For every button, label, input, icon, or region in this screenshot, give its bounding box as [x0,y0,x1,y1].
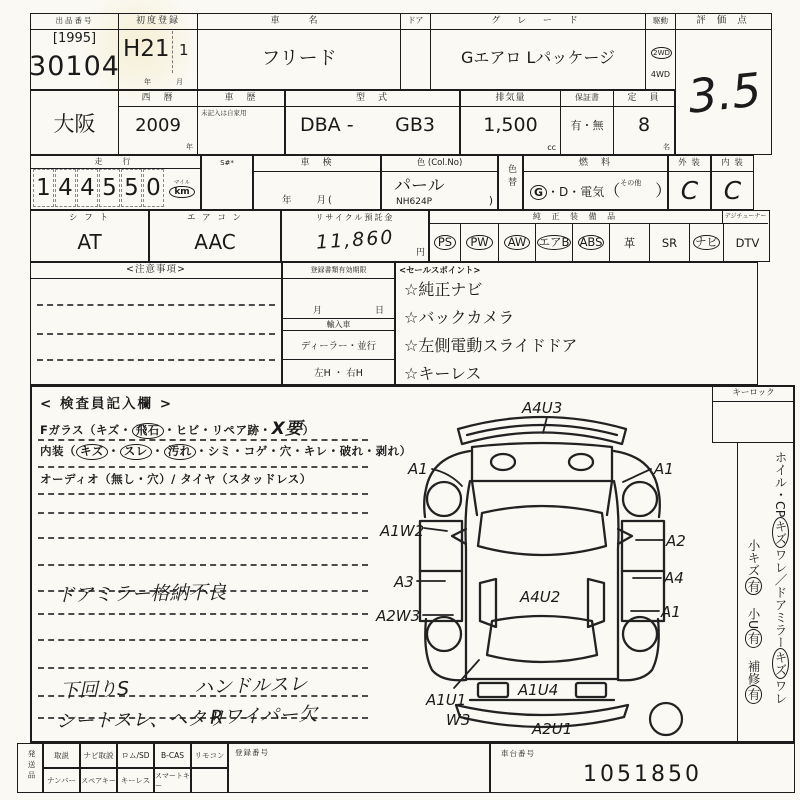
chassis-number: 1051850 [583,761,702,787]
sales-points-list [404,276,577,388]
ruled-line [38,564,368,566]
car-diagram [370,389,715,741]
fuel-cell [523,155,672,210]
lot-number-label: 出品番号 [31,14,118,30]
shaken-cell [253,155,381,210]
keylock-box [712,385,795,443]
bottom-cell-keyless: キーレス [117,768,154,793]
damage-code: A2 [666,532,686,550]
exterior-label: 外 装 [669,156,710,172]
warranty-value: 有・無 [570,119,604,132]
equip-sunroof: SR [649,224,689,261]
ruled-line [38,537,368,539]
yen-label: 円 [415,248,425,258]
capacity-label: 定 員 [614,91,674,107]
km-badge [165,169,199,207]
year-cell [118,90,198,155]
bottom-cell-spare-key: スペアキー [80,768,117,793]
shift-value: AT [77,230,102,254]
fuel-g-circled: G [530,185,547,200]
damage-code: A2W3 [376,607,421,625]
sales-point: ☆純正ナビ [404,280,483,299]
tuner-label: デジチューナー [723,211,768,224]
damage-code: A1 [654,460,674,478]
ruled-line [38,667,368,669]
equip-airbag: エアB [535,224,572,261]
sure-circled: スレ [120,444,152,460]
damage-code-labels [375,399,686,738]
interior-damage-line: 内装（ キズ ・ スレ ・ 汚れ ・シミ・コゲ・穴・キレ・破れ・剥れ） [40,444,412,458]
firstreg-divider [172,31,173,73]
shift-label: シ フ ト [69,213,110,223]
ruled-line [38,466,368,468]
day-label: 日 [374,306,384,316]
interior-label: 内 装 [712,156,753,172]
registration-number-box [228,743,490,793]
shipping-items-label: 発送品 [27,750,36,782]
year-value: 2009 [135,114,181,136]
mile-label: マイル [173,179,191,186]
displacement-cell [460,90,561,155]
first-registration-cell [118,13,198,90]
grade-label: グ レ ー ド [431,14,645,30]
equip-abs: ABS [572,224,609,261]
prefecture-cell: 大阪 [30,90,119,155]
drive-4wd: 4WD [650,70,671,79]
door-cell [400,13,431,90]
grade-value: Gエアロ Lパッケージ [460,47,616,67]
mileage-digit: 4 [55,169,76,207]
fuel-label: 燃 料 [524,156,667,172]
aircon-label: エ ア コ ン [186,213,244,223]
ruled-line [38,493,368,495]
chassis-number-box [490,743,795,793]
car-name-cell [197,13,401,90]
x-required-handwritten: X要 [271,419,303,439]
equip-leather: 革 [609,224,649,261]
shift-cell [30,210,149,262]
car-name-label: 車 名 [198,14,400,30]
recycle-label: リサイクル預託金 [315,213,395,222]
ruled-line [37,304,275,306]
bottom-cell-rom-sd: ロム/SD [117,743,154,768]
aircon-value: AAC [194,230,236,254]
mileage-digit: 5 [121,169,142,207]
year-unit: 年 [186,143,193,151]
history-note: 未記入は自家用 [201,109,247,117]
score-cell [675,13,772,155]
aircon-cell [149,210,281,262]
seat-note-handwritten: シートスレ、ヘタリ [55,707,226,733]
displacement-value: 1,500 [483,114,538,136]
chassis-number-label: 車台番号 [501,749,535,758]
documents-label: 登録書類有効期限 [283,263,394,279]
wiper-note-handwritten: Rワイパー欠 [209,703,318,729]
ruled-line [38,512,368,514]
damage-code: A1U4 [518,681,559,699]
ruled-line [37,359,275,361]
bottom-cell-number: ナンバー [43,768,80,793]
displacement-unit: cc [547,143,556,152]
exterior-grade: C [680,175,699,205]
drive-cell [645,13,676,90]
wheel-damage-note: ホイル・CPキズワレ／ドアミラーキズワレ [773,451,788,705]
equip-aw: AW [498,224,535,261]
model-prefix: DBA - [300,114,354,136]
score-value: 3.5 [685,62,764,124]
sales-point: ☆キーレス [404,364,482,383]
color-paren: ) [488,194,493,207]
fuel-other: その他 [620,179,642,187]
lot-number-cell [30,13,119,90]
bottom-cell-empty [191,768,228,793]
warranty-cell [560,90,614,155]
damage-code: A4U2 [520,588,561,606]
inspector-title: < 検査員記入欄 > [40,396,174,412]
capacity-value: 8 [637,114,651,136]
dealer-parallel-label: ディーラー・並行 [283,331,394,360]
damage-code: A3 [394,573,414,591]
equip-dtv: DTV [723,224,771,261]
mirror-note-handwritten: ドアミラー格納不良 [55,581,227,607]
s-number-cell [201,155,253,210]
damage-code: A1 [408,460,428,478]
shaken-hint: 年 月( [282,195,334,206]
bottom-cell-remote: リモコン [191,743,228,768]
year-label: 西 暦 [119,91,197,107]
damage-code: A1 [661,603,681,621]
recycle-cell [281,210,429,262]
yogore-circled: 汚れ [164,444,196,460]
equipment-label: 純 正 装 備 品 [430,211,723,224]
sales-point: ☆左側電動スライドドア [404,336,578,355]
shaken-label: 車 検 [254,156,380,172]
mileage-cell [30,155,201,210]
equip-ps: PS [430,224,460,261]
mileage-digits [33,169,199,207]
right-notes [740,451,794,739]
history-label: 車 歴 [198,91,284,107]
sales-points-box [395,262,758,385]
model-code: GB3 [395,114,435,136]
caution-box [30,262,282,385]
bottom-cell-manual: 取説 [43,743,80,768]
first-registration-month: 1 [179,41,189,59]
color-change-label: 色替 [506,164,516,190]
fuel-options: G ・D・電気（$^{その他}$ ） [530,178,671,201]
model-label: 型 式 [286,91,459,107]
score-label: 評 価 点 [676,14,771,30]
door-label: ドア [401,14,430,30]
kizu-circled: キズ [76,444,108,460]
firstreg-units: 年 月 [144,78,192,86]
lot-bracket: [1995] [52,30,97,46]
small-damage-note: 小キズ有 小U有 補修有 [740,451,767,739]
handle-label: 左H ・ 右H [314,368,363,379]
mileage-digit: 4 [77,169,98,207]
displacement-label: 排気量 [461,91,560,107]
front-glass-line: Fガラス（キズ・ 飛石 ・ヒビ・リペア跡・X要） [40,419,315,439]
km-unit-icon: km [169,186,194,199]
capacity-cell [613,90,675,155]
mileage-digit: 1 [33,169,54,207]
drive-2wd: 2WD [648,40,675,59]
bottom-cell-navi-manual: ナビ取説 [80,743,117,768]
equip-navi: ナビ [689,224,723,261]
shipping-items-cell [17,743,43,793]
color-value: パール [394,176,445,196]
color-change-cell [498,155,523,210]
mileage-digit: 0 [143,169,164,207]
ruled-line [37,333,275,335]
first-registration-year: H21 [123,36,170,62]
sales-point: ☆バックカメラ [404,308,515,327]
right-notes-strip [737,443,795,743]
inspector-hand-circle [650,703,682,735]
damage-code: A1W2 [380,522,425,540]
registration-number-label: 登録番号 [235,748,269,757]
interior-grade: C [723,175,742,205]
sales-points-label: <セールスポイント> [399,266,481,276]
damage-code: A4 [664,569,684,587]
ruled-line [38,439,368,441]
import-label: 輸入車 [283,318,394,331]
inspector-area [30,385,795,743]
drive-label: 駆動 [646,14,675,30]
damage-code: W3 [446,711,471,729]
mileage-digit: 5 [99,169,120,207]
first-registration-label: 初度登録 [119,14,197,30]
interior-cell [711,155,754,210]
underbody-note-handwritten: 下回りS [59,677,130,703]
s-number-label: S#* [220,159,234,167]
grade-cell [430,13,646,90]
recycle-value: 11,860 [315,226,396,254]
mileage-label: 走 行 [31,156,200,169]
bottom-cell-bcas: B-CAS [154,743,191,768]
audio-tire-line: オーディオ（無し・穴）/ タイヤ（スタッドレス） [40,472,312,486]
caution-label: <注意事項> [31,263,281,279]
ruled-line [38,639,368,641]
damage-code: A4U3 [522,399,563,417]
color-label: 色 (Col.No) [382,156,497,172]
tobiishi-circled: 飛石 [132,423,164,439]
month-label: 月 [313,306,323,316]
keylock-label: キーロック [713,386,794,402]
lot-number: 30104 [29,50,120,82]
damage-code: A1U1 [426,691,467,709]
color-cell [381,155,498,210]
bottom-cell-smart-key: スマートキー [154,768,191,793]
equipment-cell [429,210,770,262]
documents-box [282,262,395,385]
exterior-cell [668,155,711,210]
ruled-line [38,613,368,615]
warranty-label: 保証書 [561,91,613,107]
color-number: NH624P [396,197,433,207]
car-name: フリード [261,46,337,69]
handle-note-handwritten: ハンドルスレ [193,673,308,699]
model-cell [285,90,460,155]
damage-code: A2U1 [532,720,573,738]
equip-pw: PW [460,224,498,261]
history-cell [197,90,285,155]
capacity-unit: 名 [663,143,670,151]
